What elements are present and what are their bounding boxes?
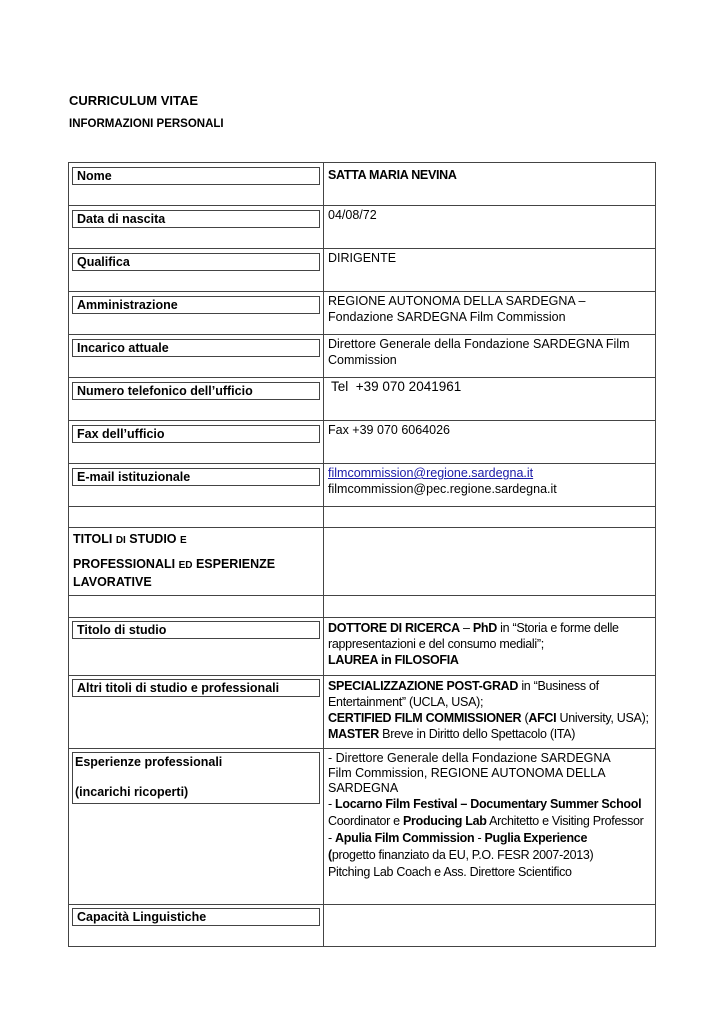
value-fax: Fax +39 070 6064026 (328, 423, 450, 437)
label-telefono: Numero telefonico dell’ufficio (72, 382, 320, 400)
value-altri-titoli (328, 678, 656, 742)
degree-name: AFCI (528, 711, 557, 725)
value-esperienze (328, 751, 653, 881)
row-divider (69, 527, 655, 528)
value-text: Apulia Film Commission (335, 831, 475, 845)
value-text: in “Storia e forme delle (496, 621, 619, 635)
section-heading-titoli (73, 531, 318, 590)
label-nome: Nome (72, 167, 320, 185)
value-text: rappresentazioni e del consumo mediali”; (328, 637, 544, 651)
label-capacita-linguistiche: Capacità Linguistiche (72, 908, 320, 926)
heading-text: TITOLI (73, 532, 116, 546)
row-divider (69, 334, 655, 335)
value-email (328, 465, 653, 497)
row-divider (69, 248, 655, 249)
value-text: - (328, 797, 336, 811)
value-telefono: Tel +39 070 2041961 (331, 379, 462, 394)
row-divider (69, 377, 655, 378)
row-divider (69, 420, 655, 421)
degree-name: PhD (472, 621, 497, 635)
degree-name: CERTIFIED FILM COMMISSIONER (328, 711, 522, 725)
value-line: Commission (328, 353, 397, 367)
label-incarichi: (incarichi ricoperti) (75, 785, 189, 799)
value-data-nascita: 04/08/72 (328, 208, 377, 222)
row-divider (69, 205, 655, 206)
email-link[interactable]: filmcommission@regione.sardegna.it (328, 466, 534, 480)
row-divider (69, 291, 655, 292)
row-divider (69, 748, 655, 749)
value-text: Architetto e Visiting Professor (486, 814, 644, 828)
value-titolo-studio (328, 620, 653, 668)
value-text: Film Commission, REGIONE AUTONOMA DELLA (328, 766, 606, 780)
degree-name: SPECIALIZZAZIONE POST-GRAD (328, 679, 519, 693)
heading-text: E (180, 535, 187, 546)
heading-text: LAVORATIVE (73, 575, 152, 589)
row-divider (69, 506, 655, 507)
heading-text: ESPERIENZE (192, 557, 276, 571)
value-line: Direttore Generale della Fondazione SARDEGNA Film (328, 337, 630, 351)
label-amministrazione: Amministrazione (72, 296, 320, 314)
row-divider (69, 904, 655, 905)
heading-text: ED (178, 560, 193, 571)
value-amministrazione (328, 293, 653, 325)
document-title: CURRICULUM VITAE (69, 93, 199, 108)
value-text: progetto finanziato da EU, P.O. FESR 2007-2013) (331, 848, 594, 862)
label-altri-titoli: Altri titoli di studio e professionali (72, 679, 320, 697)
pec-email: filmcommission@pec.regione.sardegna.it (328, 482, 557, 496)
row-divider (69, 675, 655, 676)
value-text: - (328, 831, 336, 845)
row-divider (69, 595, 655, 596)
value-text: in “Business of (518, 679, 599, 693)
degree-name: LAUREA in FILOSOFIA (328, 653, 459, 667)
label-esperienze: Esperienze professionali (75, 755, 223, 769)
heading-text: PROFESSIONALI (73, 557, 179, 571)
value-text: Producing Lab (403, 814, 487, 828)
heading-text: DI (115, 535, 126, 546)
value-text: Coordinator e (328, 814, 404, 828)
value-nome: SATTA MARIA NEVINA (328, 168, 457, 182)
cv-table (68, 162, 656, 947)
value-incarico-attuale (328, 336, 653, 368)
value-text: - (474, 831, 485, 845)
label-email: E-mail istituzionale (72, 468, 320, 486)
value-text: Entertainment” (UCLA, USA); (328, 695, 484, 709)
value-text: SARDEGNA (328, 781, 399, 795)
column-divider (323, 163, 324, 946)
value-line: Fondazione SARDEGNA Film Commission (328, 310, 566, 324)
degree-name: MASTER (328, 727, 379, 741)
label-titolo-studio: Titolo di studio (72, 621, 320, 639)
value-text: – (459, 621, 473, 635)
value-text: Locarno Film Festival – Documentary Summer School (335, 797, 642, 811)
value-qualifica: DIRIGENTE (328, 251, 397, 265)
label-fax: Fax dell’ufficio (72, 425, 320, 443)
value-text: - Direttore Generale della Fondazione SARDEGNA (328, 751, 611, 765)
value-text: ( (521, 711, 529, 725)
label-data-nascita: Data di nascita (72, 210, 320, 228)
heading-text: STUDIO (125, 532, 180, 546)
value-text: Breve in Diritto dello Spettacolo (ITA) (378, 727, 576, 741)
value-text: ( (328, 848, 332, 862)
value-line: REGIONE AUTONOMA DELLA SARDEGNA – (328, 294, 586, 308)
value-text: Puglia Experience (484, 831, 588, 845)
label-incarico-attuale: Incarico attuale (72, 339, 320, 357)
value-text: University, USA); (556, 711, 649, 725)
label-qualifica: Qualifica (72, 253, 320, 271)
degree-name: DOTTORE DI RICERCA (328, 621, 460, 635)
section-heading-personal-info: INFORMAZIONI PERSONALI (69, 118, 224, 130)
row-divider (69, 463, 655, 464)
value-text: Pitching Lab Coach e Ass. Direttore Scientifico (328, 865, 572, 879)
row-divider (69, 617, 655, 618)
